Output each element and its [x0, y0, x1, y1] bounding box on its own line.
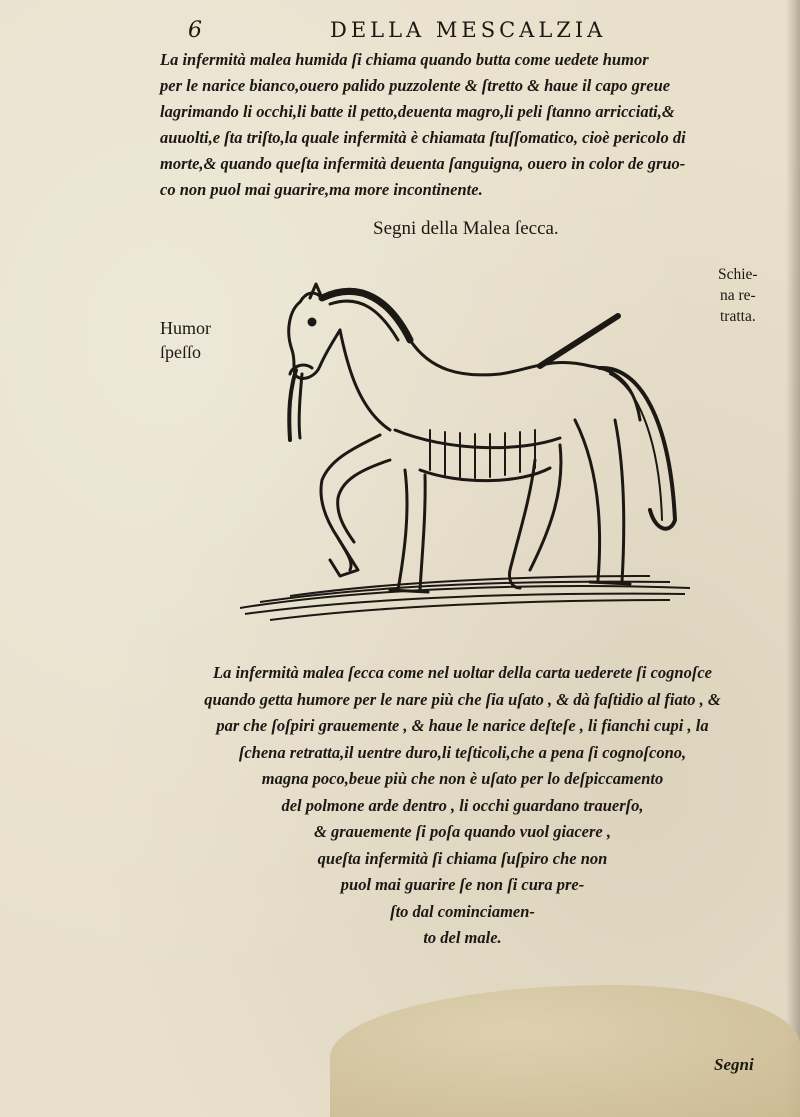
text-line: per le narice bianco,ouero palido puzzolente & ſtretto & haue il capo greue [160, 76, 671, 95]
section-title: Segni della Malea ſecca. [373, 218, 559, 239]
text-line: morte,& quando queſta infermità deuenta ſanguigna, ouero in color de gruo- [160, 154, 686, 173]
label-humor-spesso [160, 316, 211, 364]
label-schiena-retratta [718, 264, 758, 327]
horse-woodcut-illustration [230, 270, 700, 625]
catchword: Segni [714, 1055, 754, 1074]
water-stain [330, 985, 800, 1117]
text-line: La infermità malea ſecca come nel uoltar della carta uederete ſi cognoſce [212, 663, 712, 682]
text-line: queſta infermità ſi chiama ſuſpiro che non [317, 848, 608, 868]
horse-figure [289, 284, 675, 592]
text-line: puol mai guarire ſe non ſi cura pre- [340, 875, 585, 894]
text-line: par che ſoſpiri grauemente , & haue le narice deſteſe , li fianchi cupi , la [216, 716, 709, 735]
text-line: lagrimando li occhi,li batte il petto,deuenta magro,li peli ſtanno arricciati,& [160, 102, 675, 121]
label-line: tratta. [720, 308, 756, 325]
page-gutter-shadow [786, 0, 800, 1117]
text-line: ſchena retratta,il uentre duro,li teſticoli,che a pena ſi cognoſcono, [238, 742, 687, 762]
text-line: La infermità malea humida ſi chiama quando butta come uedete humor [160, 50, 649, 69]
label-line: Humor [160, 318, 211, 338]
text-line: co non puol mai guarire,ma more incontinente. [160, 180, 483, 199]
label-line: na re- [720, 287, 756, 304]
text-line: auuolti,e ſta triſto,la quale infermità è chiamata ſtuſſomatico, cioè pericolo di [160, 128, 686, 147]
text-line: magna poco,beue più che non è uſato per lo deſpiccamento [261, 769, 664, 788]
label-line: Schie- [718, 266, 758, 283]
label-line: ſpeſſo [160, 342, 201, 362]
text-line: & grauemente ſi poſa quando vuol giacere , [314, 822, 611, 841]
text-line: ſto dal cominciamen- [390, 901, 535, 921]
paragraph-malea-secca [150, 660, 775, 952]
paragraph-malea-humida [160, 47, 780, 203]
running-head: DELLA MESCALZIA [330, 18, 607, 42]
page-number: 6 [188, 18, 202, 43]
text-line: del polmone arde dentro , li occhi guardano trauerſo, [281, 795, 644, 815]
text-line: quando getta humore per le nare più che ſia uſato , & dà faſtidio al fiato , & [204, 689, 721, 709]
text-line: to del male. [423, 928, 502, 947]
